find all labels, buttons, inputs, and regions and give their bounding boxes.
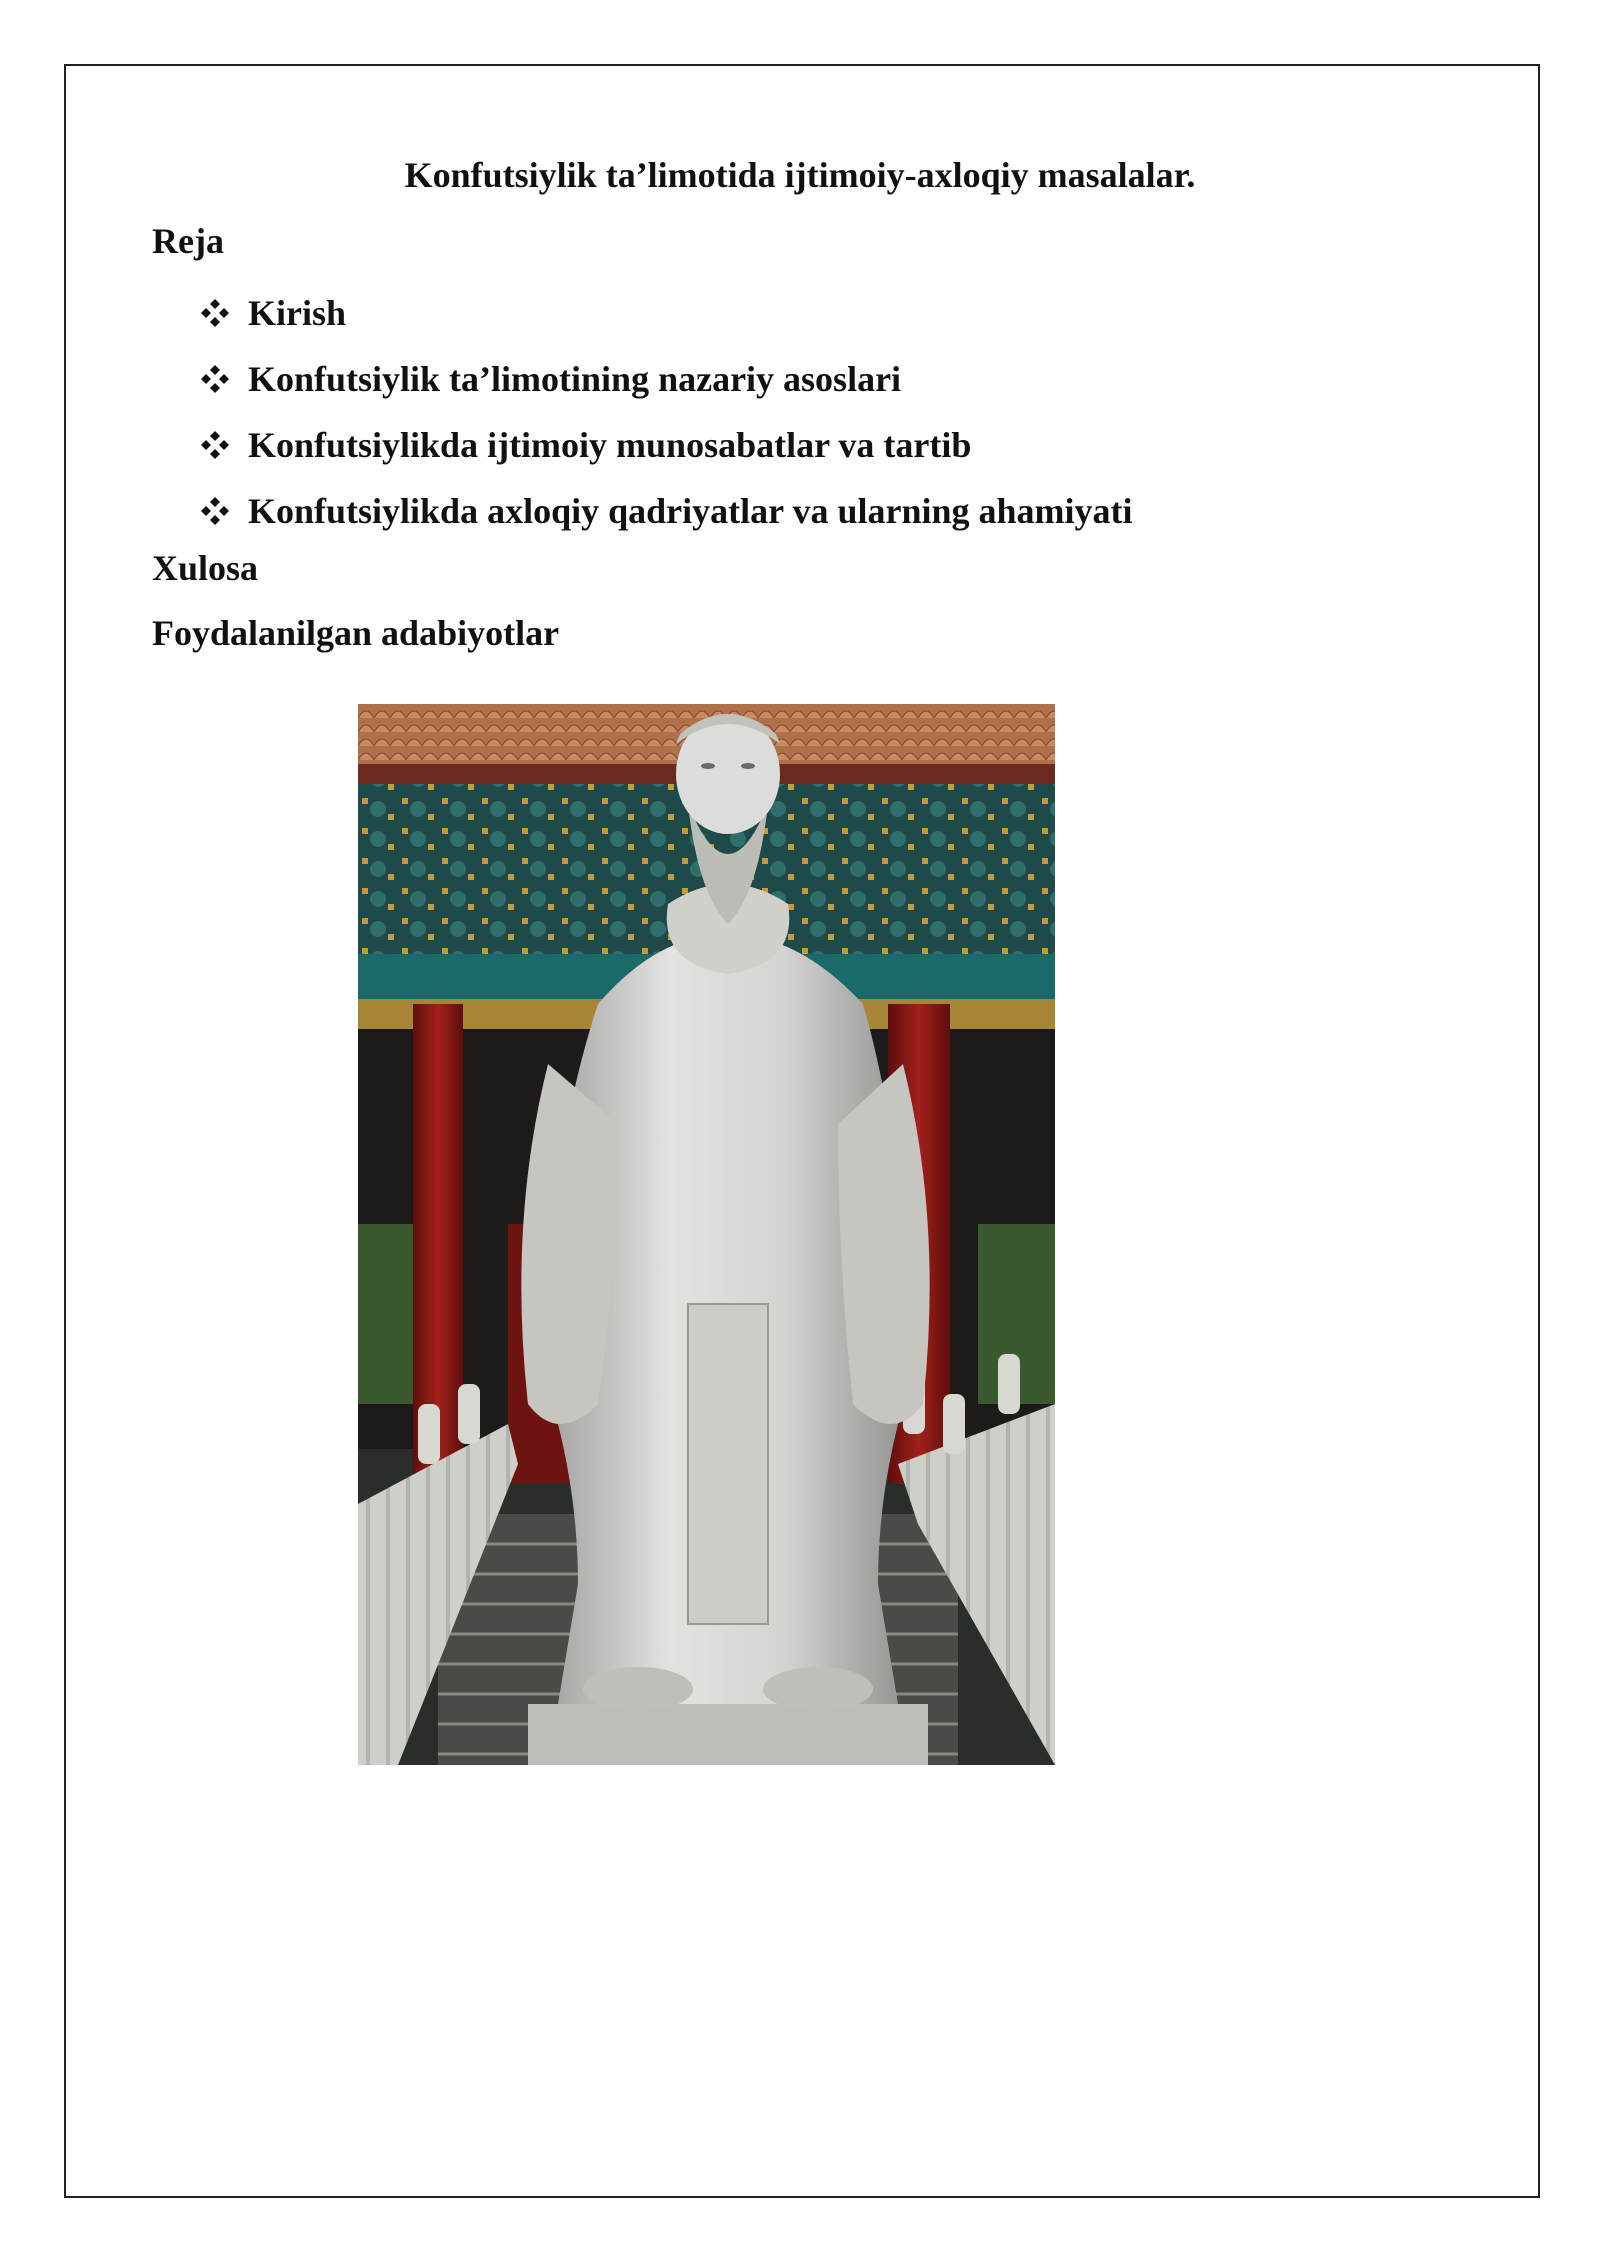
plan-item	[200, 412, 1133, 478]
document-title: Konfutsiylik ta’limotida ijtimoiy-axloqiy masalalar.	[404, 155, 1196, 195]
diamond-bullet-icon	[200, 364, 230, 394]
plan-item-label: Konfutsiylik ta’limotining nazariy asoslari	[248, 359, 902, 399]
confucius-statue-photo	[358, 704, 1055, 1765]
plan-item-label: Kirish	[248, 293, 347, 333]
plan-item	[200, 478, 1133, 544]
statue-illustration	[358, 704, 1055, 1765]
plan-list	[200, 280, 1133, 544]
conclusion-heading: Xulosa	[152, 548, 259, 588]
plan-heading: Reja	[152, 221, 224, 261]
diamond-bullet-icon	[200, 496, 230, 526]
plan-item	[200, 280, 1133, 346]
diamond-bullet-icon	[200, 298, 230, 328]
plan-item	[200, 346, 1133, 412]
plan-item-label: Konfutsiylikda ijtimoiy munosabatlar va tartib	[248, 425, 972, 465]
diamond-bullet-icon	[200, 430, 230, 460]
plan-item-label: Konfutsiylikda axloqiy qadriyatlar va ularning ahamiyati	[248, 491, 1133, 531]
references-heading: Foydalanilgan adabiyotlar	[152, 613, 560, 653]
